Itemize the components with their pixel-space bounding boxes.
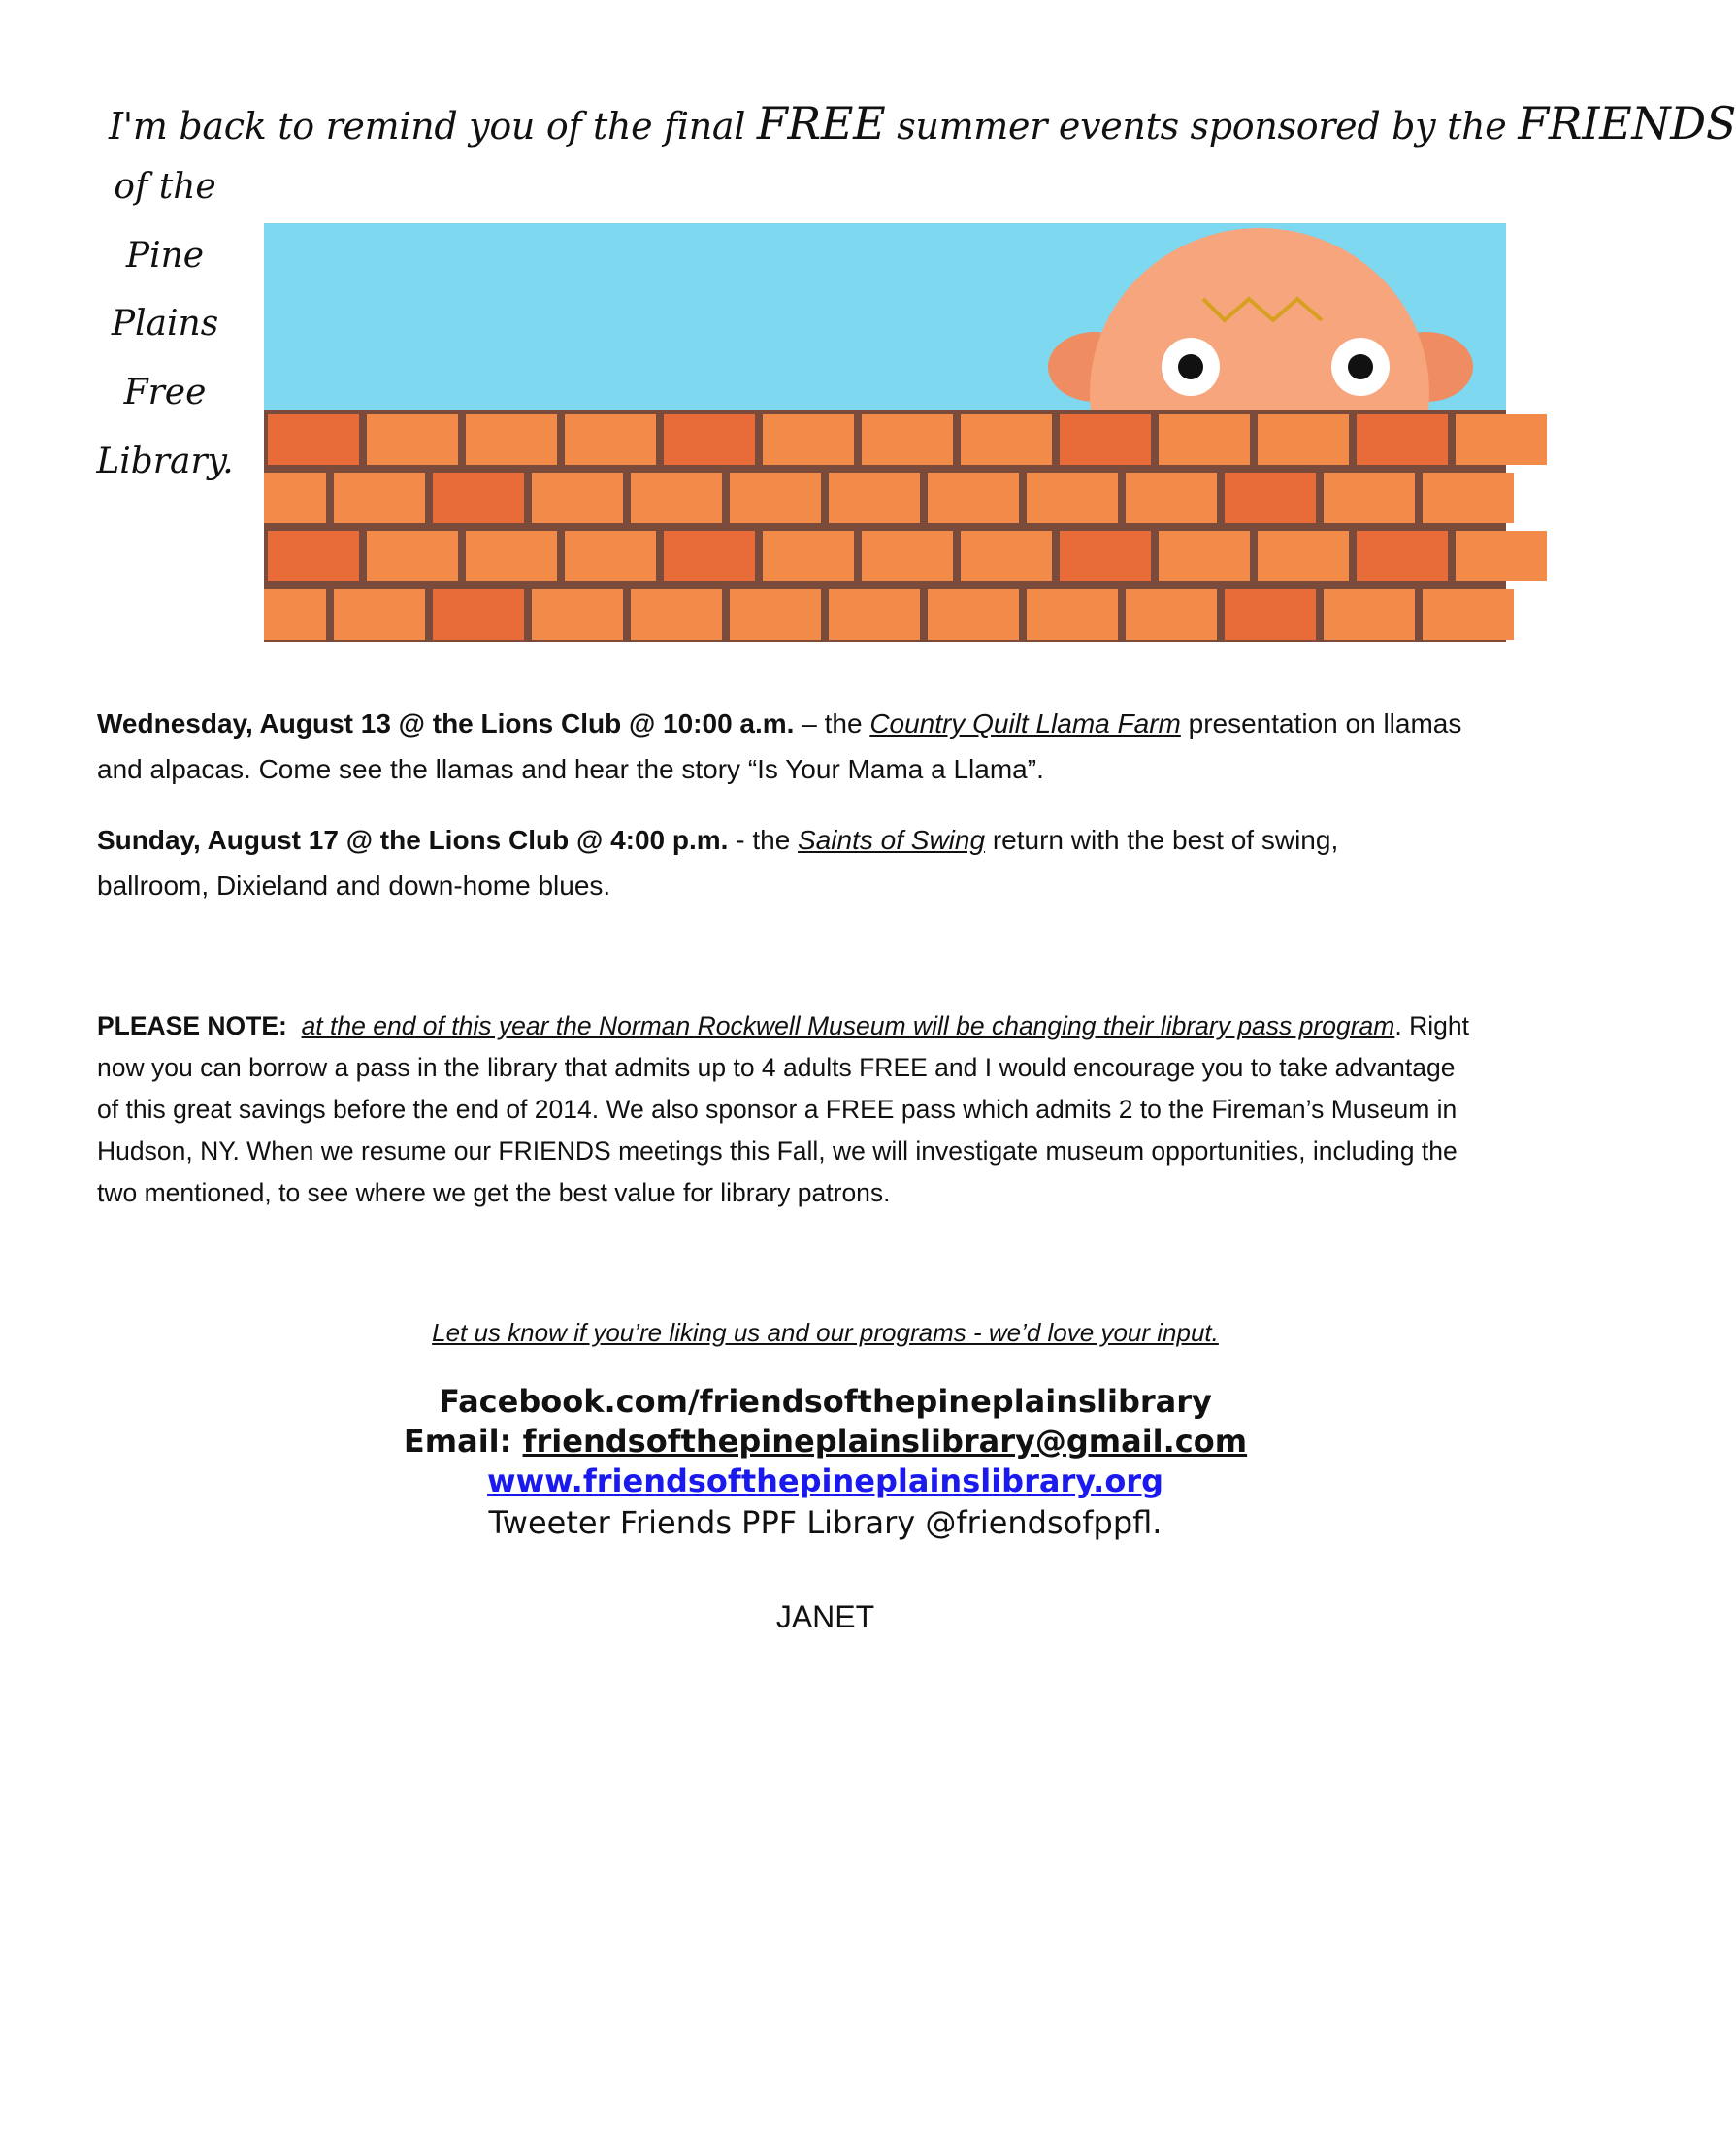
note-label: PLEASE NOTE:: [97, 1011, 287, 1040]
brick: [961, 531, 1052, 581]
side-line-4: Free: [123, 373, 207, 412]
event-1-pre: – the: [794, 708, 870, 739]
event-2-rest2: ballroom, Dixieland and down-home blues.: [97, 871, 611, 901]
right-pupil: [1348, 354, 1373, 379]
headline: [109, 97, 1736, 149]
please-note: [97, 1005, 1562, 1214]
event-2: [97, 817, 1562, 908]
brick: [268, 531, 359, 581]
brick: [1225, 473, 1316, 523]
brick: [1060, 531, 1151, 581]
headline-free: FREE: [756, 97, 886, 149]
brick: [631, 589, 722, 640]
brick: [1324, 589, 1415, 640]
brick: [334, 589, 425, 640]
feedback-invite: Let us know if you’re liking us and our programs - we’d love your input.: [432, 1318, 1219, 1347]
brick: [1159, 531, 1250, 581]
left-pupil: [1178, 354, 1203, 379]
brick: [565, 414, 656, 465]
headline-friends: FRIENDS: [1518, 97, 1736, 149]
email-line: [0, 1423, 1651, 1460]
event-1-when: Wednesday, August 13 @ the Lions Club @ 10:00 a.m.: [97, 708, 795, 739]
brick: [1159, 414, 1250, 465]
brick: [631, 473, 722, 523]
note-line-2: of this great savings before the end of 2014. We also sponsor a FREE pass which admits 2 to the Fireman’s Museum in: [97, 1095, 1458, 1124]
brick: [928, 473, 1019, 523]
brick: [829, 589, 920, 640]
headline-part2: summer events sponsored by the: [885, 105, 1519, 148]
brick: [1423, 589, 1514, 640]
brick: [1258, 531, 1349, 581]
event-2-pre: - the: [728, 825, 799, 855]
brick: [1027, 473, 1118, 523]
website-line: [0, 1462, 1651, 1499]
brick: [1324, 473, 1415, 523]
brick: [433, 473, 524, 523]
note-line-1: now you can borrow a pass in the library that admits up to 4 adults FREE and I would encourage you to take advantage: [97, 1053, 1456, 1082]
note-emphasis: at the end of this year the Norman Rockwell Museum will be changing their library pass program: [301, 1011, 1395, 1040]
twitter-line: Tweeter Friends PPF Library @friendsofppfl.: [488, 1504, 1163, 1541]
brick: [1456, 414, 1547, 465]
brick: [1126, 473, 1217, 523]
brick: [763, 414, 854, 465]
brick: [829, 473, 920, 523]
event-2-rest1: return with the best of swing,: [985, 825, 1339, 855]
brick: [1423, 473, 1514, 523]
brick: [367, 531, 458, 581]
brick: [433, 589, 524, 640]
brick: [664, 414, 755, 465]
note-line-0: . Right: [1394, 1011, 1469, 1040]
side-line-3: Plains: [111, 304, 219, 344]
brick: [1060, 414, 1151, 465]
brick: [334, 473, 425, 523]
brick: [862, 531, 953, 581]
brick: [466, 531, 557, 581]
brick: [367, 414, 458, 465]
brick: [1357, 414, 1448, 465]
website-link[interactable]: www.friendsofthepineplainslibrary.org: [487, 1462, 1163, 1499]
brick: [466, 414, 557, 465]
brick: [1456, 531, 1547, 581]
event-1-link[interactable]: Country Quilt Llama Farm: [869, 708, 1181, 739]
brick: [928, 589, 1019, 640]
email-link[interactable]: friendsofthepineplainslibrary@gmail.com: [522, 1423, 1248, 1460]
email-label: Email:: [403, 1423, 523, 1460]
brick: [264, 589, 326, 640]
brick: [1258, 414, 1349, 465]
brick-wall: [264, 410, 1547, 642]
brick: [763, 531, 854, 581]
event-2-link[interactable]: Saints of Swing: [798, 825, 986, 855]
brick: [1357, 531, 1448, 581]
facebook-link[interactable]: Facebook.com/friendsofthepineplainslibrary: [439, 1383, 1212, 1420]
brick: [532, 473, 623, 523]
signature: JANET: [775, 1599, 875, 1634]
brick: [730, 589, 821, 640]
headline-part1: I'm back to remind you of the final: [109, 105, 757, 148]
brick: [1027, 589, 1118, 640]
side-line-2: Pine: [125, 236, 205, 276]
event-1: [97, 701, 1562, 792]
event-1-rest1: presentation on llamas: [1180, 708, 1462, 739]
brick: [532, 589, 623, 640]
note-line-4: two mentioned, to see where we get the best value for library patrons.: [97, 1178, 891, 1207]
side-line-5: Library.: [96, 442, 234, 481]
brick: [862, 414, 953, 465]
brick: [1126, 589, 1217, 640]
brick: [268, 414, 359, 465]
brick: [730, 473, 821, 523]
event-2-when: Sunday, August 17 @ the Lions Club @ 4:00 p.m.: [97, 825, 729, 855]
brick-wall-illustration: [264, 223, 1506, 641]
event-1-rest2: and alpacas. Come see the llamas and hear the story “Is Your Mama a Llama”.: [97, 754, 1044, 784]
side-line-1: of the: [114, 167, 216, 207]
brick: [664, 531, 755, 581]
note-line-3: Hudson, NY. When we resume our FRIENDS meetings this Fall, we will investigate museum opportunities, including the: [97, 1136, 1458, 1166]
brick: [264, 473, 326, 523]
brick: [565, 531, 656, 581]
brick: [1225, 589, 1316, 640]
brick: [961, 414, 1052, 465]
